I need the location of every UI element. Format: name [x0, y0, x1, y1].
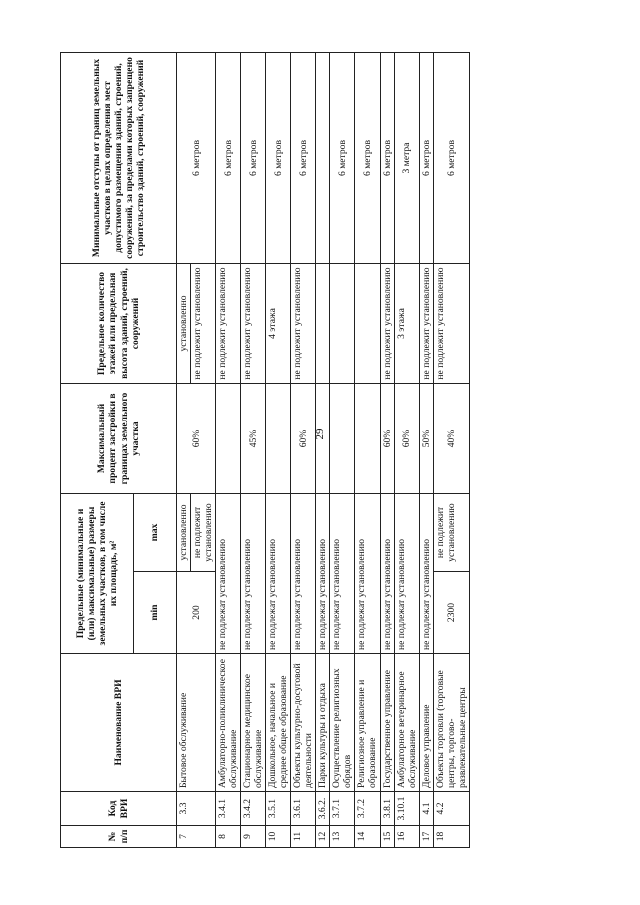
row-number: 8 [216, 826, 241, 848]
header-max: max [134, 494, 177, 572]
row-size-minmax: не подлежат установлению [266, 494, 291, 654]
row-setback: 6 метров [330, 53, 355, 264]
table-row [291, 53, 316, 848]
row-code: 3.3 [177, 792, 216, 826]
row-floors [241, 264, 266, 384]
row-code: 3.10.1 [394, 792, 419, 826]
row-percent: 60% [380, 384, 394, 494]
row-setback: 6 метров [241, 53, 266, 264]
row-size-max-line: не подлежит установлению [434, 503, 457, 562]
row-floors [266, 264, 291, 384]
header-percent: Максимальный процент застройки в границах земельного участка [61, 384, 177, 494]
row-name: Деловое управление [419, 654, 433, 792]
header-min: min [134, 572, 177, 654]
row-code: 3.7.2 [355, 792, 380, 826]
row-setback: 6 метров [355, 53, 380, 264]
row-floors-line: не подлежит установлению [434, 267, 446, 380]
row-setback: 3 метра [394, 53, 419, 264]
row-code: 3.7.1 [330, 792, 355, 826]
table-row [380, 53, 394, 848]
row-floors-line: не подлежит установлению [381, 267, 393, 380]
row-floors [330, 264, 355, 384]
row-floors-line: 4 этажа [267, 308, 279, 339]
row-floors [380, 264, 394, 384]
row-number: 14 [355, 826, 380, 848]
header-floors: Предельное количество этажей или предельная высота зданий, строений, сооружений [61, 264, 177, 384]
row-size-max-line: установленно [177, 494, 191, 571]
row-size-max-line: не подлежит установлению [192, 503, 215, 562]
row-floors-line [330, 264, 342, 383]
row-code: 3.4.1 [216, 792, 241, 826]
row-setback: 6 метров [266, 53, 291, 264]
header-setback: Минимальные отступы от границ земельных участков в целях определения мест допустимого размещения зданий, строений, сооружений, за пределами которых запрещено строительство зданий, строений, сооружений [61, 53, 177, 264]
table-row [316, 53, 330, 848]
row-floors [433, 264, 469, 384]
row-floors [177, 264, 216, 384]
row-code: 3.5.1 [266, 792, 291, 826]
header-code: Код ВРИ [61, 792, 177, 826]
row-name: Религиозное управление и образование [355, 654, 380, 792]
row-size-min: 200 [177, 572, 216, 654]
row-floors-line: не подлежит установлению [292, 267, 304, 380]
row-size-minmax: не подлежат установлению [241, 494, 266, 654]
row-number: 15 [380, 826, 394, 848]
table-row [433, 53, 469, 848]
row-size-minmax: не подлежат установлению [394, 494, 419, 654]
row-setback: 6 метров [291, 53, 316, 264]
row-size-minmax: не подлежат установлению [330, 494, 355, 654]
row-number: 13 [330, 826, 355, 848]
row-percent [216, 384, 241, 494]
row-name: Амбулаторно-поликлиническое обслуживание [216, 654, 241, 792]
row-floors-line [355, 264, 367, 383]
row-floors-line: не подлежит установлению [192, 267, 204, 380]
row-name: Объекты торговли (торговые центры, торгово-развлекательные центры [433, 654, 469, 792]
row-size-minmax: не подлежат установлению [216, 494, 241, 654]
row-percent [266, 384, 291, 494]
row-name: Амбулаторное ветеринарное обслуживание [394, 654, 419, 792]
row-floors [316, 264, 330, 384]
table-row [241, 53, 266, 848]
row-floors-line: установленно [177, 264, 191, 383]
row-code: 3.6.1 [291, 792, 316, 826]
row-number: 16 [394, 826, 419, 848]
row-name: Объекты культурно-досуговой деятельности [291, 654, 316, 792]
header-sizes-text: Предельные (минимальные и (или) максимальные) размеры земельных участков, в том числе их площадь, м² [74, 501, 120, 646]
rotated-table-wrapper [60, 53, 580, 848]
row-floors-line: не подлежит установлению [420, 267, 432, 380]
row-setback: 6 метров [177, 53, 216, 264]
row-number: 17 [419, 826, 433, 848]
row-floors [291, 264, 316, 384]
row-code: 3.4.2 [241, 792, 266, 826]
table-body [177, 53, 470, 848]
table-row [330, 53, 355, 848]
row-setback: 6 метров [419, 53, 433, 264]
row-code: 4.1 [419, 792, 433, 826]
row-percent: 40% [433, 384, 469, 494]
table-row [394, 53, 419, 848]
row-setback: 6 метров [380, 53, 394, 264]
row-number: 9 [241, 826, 266, 848]
row-floors-line: не подлежит установлению [242, 267, 254, 380]
table-row [266, 53, 291, 848]
row-percent: 60% [394, 384, 419, 494]
row-percent: 50% [419, 384, 433, 494]
table-row [355, 53, 380, 848]
header-sizes [61, 494, 134, 654]
row-setback: 6 метров [216, 53, 241, 264]
row-name: Дошкольное, начальное и среднее общее образование [266, 654, 291, 792]
row-percent [355, 384, 380, 494]
row-code: 4.2 [433, 792, 469, 826]
row-percent [316, 384, 330, 494]
row-code: 3.8.1 [380, 792, 394, 826]
row-floors [394, 264, 419, 384]
row-number: 7 [177, 826, 216, 848]
row-name: Бытовое обслуживание [177, 654, 216, 792]
row-size-max [177, 494, 216, 572]
row-percent [330, 384, 355, 494]
row-name: Государственное управление [380, 654, 394, 792]
regulations-table [60, 52, 470, 848]
row-size-max [433, 494, 469, 572]
row-number: 18 [433, 826, 469, 848]
row-size-minmax: не подлежат установлению [380, 494, 394, 654]
row-floors-line: 3 этажа [395, 308, 407, 339]
row-name: Стационарное медицинское обслуживание [241, 654, 266, 792]
header-num: № п/п [61, 826, 177, 848]
row-size-min: 2300 [433, 572, 469, 654]
row-percent: 45% [241, 384, 266, 494]
row-size-minmax: не подлежат установлению [419, 494, 433, 654]
row-name: Осуществление религиозных обрядов [330, 654, 355, 792]
row-percent: 60% [177, 384, 216, 494]
row-percent: 60% [291, 384, 316, 494]
row-floors [216, 264, 241, 384]
row-number: 11 [291, 826, 316, 848]
row-size-minmax: не подлежат установлению [316, 494, 330, 654]
row-setback: 6 метров [433, 53, 469, 264]
row-setback [316, 53, 330, 264]
header-name: Наименование ВРИ [61, 654, 177, 792]
table-row [177, 53, 216, 848]
row-size-minmax: не подлежат установлению [355, 494, 380, 654]
table-row [419, 53, 433, 848]
page-number: 29 [314, 428, 326, 440]
row-floors [419, 264, 433, 384]
row-number: 10 [266, 826, 291, 848]
row-size-minmax: не подлежат установлению [291, 494, 316, 654]
row-code: 3.6.2. [316, 792, 330, 826]
row-floors-line: не подлежит установлению [217, 267, 229, 380]
row-number: 12 [316, 826, 330, 848]
row-floors-line [316, 264, 328, 383]
table-row [216, 53, 241, 848]
row-name: Парки культуры и отдыха [316, 654, 330, 792]
row-floors [355, 264, 380, 384]
